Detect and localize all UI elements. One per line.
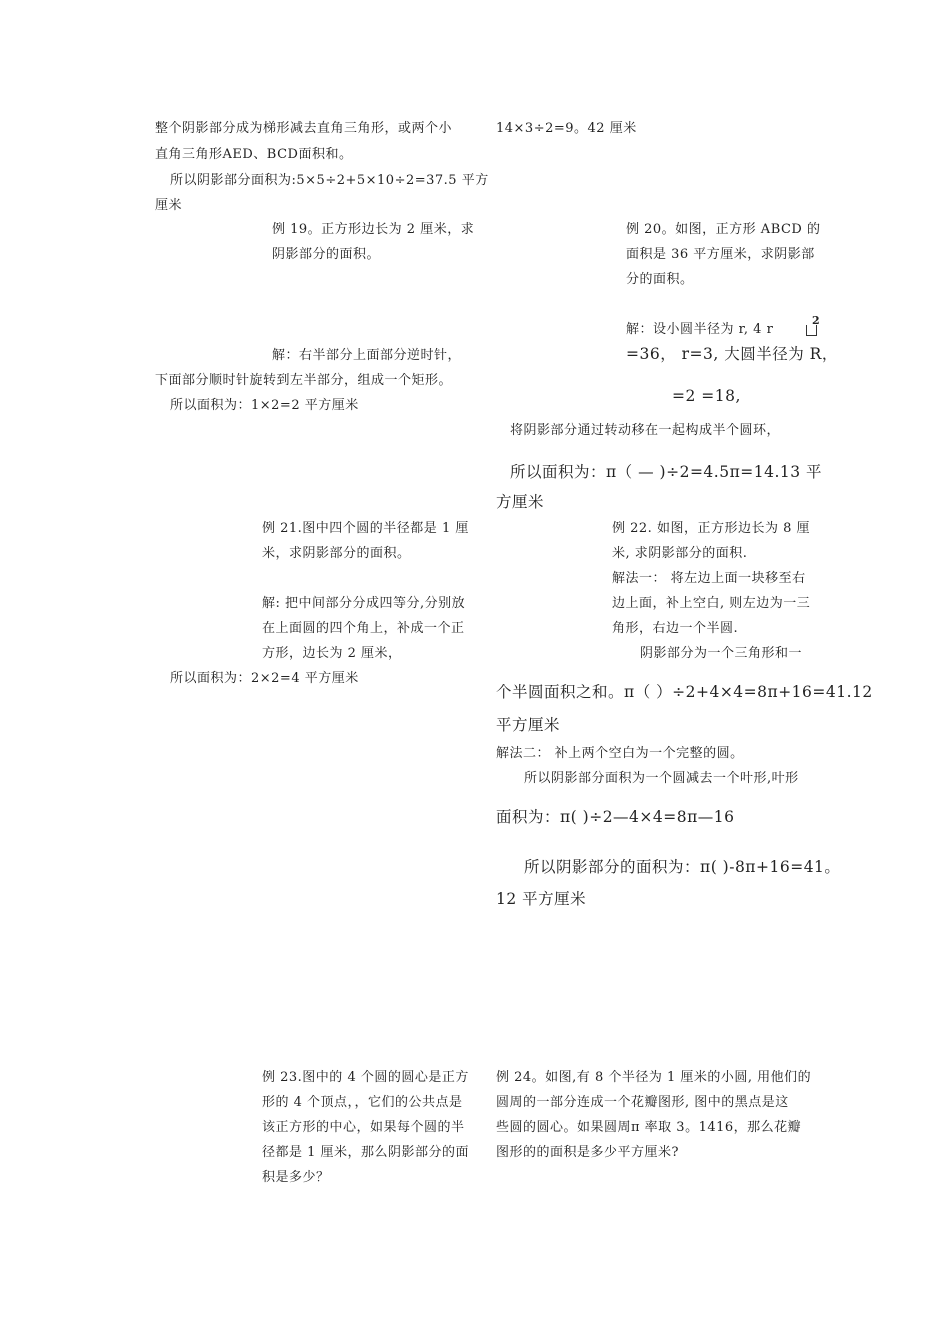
text-line: 边上面，补上空白, 则左边为一三 [612, 596, 811, 611]
example-23-title: 例 23.图中的 4 个圆的圆心是正方 [262, 1070, 469, 1085]
text-line: 在上面圆的四个角上，补成一个正 [262, 621, 465, 636]
text-line: 所以阴影部分面积为一个圆减去一个叶形,叶形 [524, 771, 799, 786]
text-line: =2 =18, [672, 387, 741, 405]
text-line: 14×3÷2=9。42 厘米 [496, 121, 637, 136]
text-line: 米，求阴影部分的面积。 [262, 546, 411, 561]
text-line: 所以阴影部分的面积为：π( )-8π+16=41。 [524, 858, 841, 876]
text-line: 圆周的一部分连成一个花瓣图形, 图中的黑点是这 [496, 1095, 789, 1110]
text-line: 将阴影部分通过转动移在一起构成半个圆环， [510, 423, 781, 438]
text-line: 阴影部分为一个三角形和一 [640, 646, 803, 661]
text-line: 图形的的面积是多少平方厘米? [496, 1145, 679, 1160]
formula-placeholder [806, 325, 817, 336]
text-line: 径都是 1 厘米，那么阴影部分的面 [262, 1145, 470, 1160]
text-line: 所以面积为：π（ — )÷2=4.5π=14.13 平 [510, 463, 823, 481]
text-line: 形的 4 个顶点，，它们的公共点是 [262, 1095, 463, 1110]
text-line: 直角三角形AED、BCD面积和。 [155, 147, 353, 162]
text-line: 面积是 36 平方厘米，求阴影部 [626, 247, 815, 262]
text-line: 些圆的圆心。如果圆周π 率取 3。1416，那么花瓣 [496, 1120, 802, 1135]
text-line: =36， r=3, 大圆半径为 R， [626, 345, 838, 363]
text-line: 积是多少？ [262, 1170, 330, 1185]
text-line: 解: 把中间部分分成四等分,分别放 [262, 596, 466, 611]
text-line: 解：设小圆半径为 r, 4 r [626, 322, 774, 337]
text-line: 阴影部分的面积。 [272, 247, 381, 262]
text-line: 平方厘米 [496, 716, 561, 734]
text-line: 解法二： 补上两个空白为一个完整的圆。 [496, 746, 744, 761]
text-line: 分的面积。 [626, 272, 694, 287]
text-line: 角形，右边一个半圆. [612, 621, 739, 636]
example-24-title: 例 24。如图,有 8 个半径为 1 厘米的小圆, 用他们的 [496, 1070, 812, 1085]
text-line: 方厘米 [496, 493, 545, 511]
text-line: 整个阴影部分成为梯形减去直角三角形，或两个小 [155, 121, 453, 136]
text-line: 所以面积为：2×2=4 平方厘米 [170, 671, 359, 686]
text-line: 个半圆面积之和。π（ ）÷2+4×4=8π+16=41.12 [496, 683, 873, 701]
text-line: 下面部分顺时针旋转到左半部分，组成一个矩形。 [155, 373, 453, 388]
text-line: 方形，边长为 2 厘米， [262, 646, 402, 661]
text-line: 该正方形的中心，如果每个圆的半 [262, 1120, 465, 1135]
text-line: 解：右半部分上面部分逆时针， [272, 348, 462, 363]
example-22-title: 例 22. 如图，正方形边长为 8 厘 [612, 521, 810, 536]
text-line: 米, 求阴影部分的面积. [612, 546, 748, 561]
text-line: 面积为：π( )÷2—4×4=8π—16 [496, 808, 735, 826]
text-line: 解法一： 将左边上面一块移至右 [612, 571, 806, 586]
superscript: 2 [812, 314, 820, 327]
text-line: 所以面积为：1×2=2 平方厘米 [170, 398, 359, 413]
example-20-title: 例 20。如图，正方形 ABCD 的 [626, 222, 821, 237]
text-line: 厘米 [155, 198, 183, 213]
text-line: 所以阴影部分面积为:5×5÷2+5×10÷2=37.5 平方 [170, 173, 489, 188]
example-19-title: 例 19。正方形边长为 2 厘米，求 [272, 222, 475, 237]
example-21-title: 例 21.图中四个圆的半径都是 1 厘 [262, 521, 469, 536]
text-line: 12 平方厘米 [496, 890, 587, 908]
